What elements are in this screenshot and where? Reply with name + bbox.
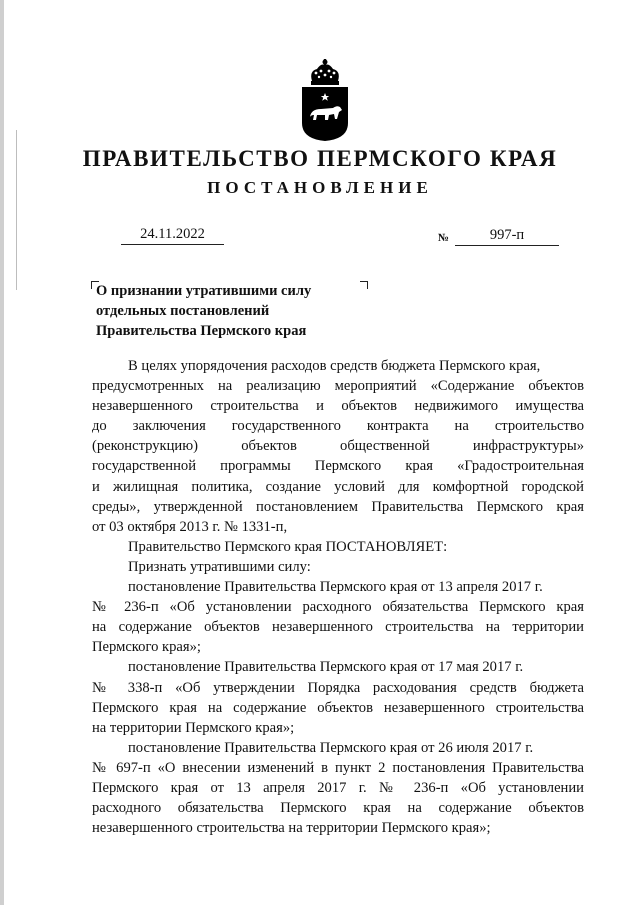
document-body (92, 356, 584, 838)
body-line: на территории Пермского края»; (92, 719, 295, 736)
coat-of-arms-emblem (299, 57, 351, 143)
body-line: незавершенного строительства и объектов недвижимого имущества (92, 398, 584, 415)
body-line: расходного обязательства Пермского края на содержание объектов (92, 800, 584, 817)
subject-line: отдельных постановлений (96, 303, 270, 320)
document-date: 24.11.2022 (121, 226, 224, 245)
document-number: 997-п (455, 227, 559, 246)
document-type: ПОСТАНОВЛЕНИЕ (207, 178, 433, 197)
body-line: В целях упорядочения расходов средств бюджета Пермского края, (128, 358, 541, 374)
body-line: (реконструкцию) объектов общественной инфраструктуры» (92, 438, 584, 455)
body-line: постановление Правительства Пермского края от 26 июля 2017 г. (128, 739, 534, 756)
body-line: № 338-п «Об утверждении Порядка расходования средств бюджета (92, 679, 584, 696)
body-line: постановление Правительства Пермского края от 17 мая 2017 г. (128, 659, 524, 676)
body-line: незавершенного строительства на территории Пермского края»; (92, 820, 491, 837)
body-line: государственной программы Пермского края «Градостроительная (92, 458, 584, 475)
body-line: Признать утратившими силу: (128, 558, 311, 575)
number-label: № (438, 232, 450, 244)
body-line: предусмотренных на реализацию мероприятий «Содержание объектов (92, 378, 584, 395)
body-line: до заключения государственного контракта на строительство (92, 418, 584, 435)
government-title: ПРАВИТЕЛЬСТВО ПЕРМСКОГО КРАЯ (82, 146, 558, 171)
subject-line: Правительства Пермского края (96, 323, 307, 340)
body-line: Правительство Пермского края ПОСТАНОВЛЯЕТ: (128, 538, 448, 555)
body-line: постановление Правительства Пермского края от 13 апреля 2017 г. (128, 579, 543, 596)
body-line: № 236-п «Об установлении расходного обязательства Пермского края (92, 599, 584, 616)
document-subject (96, 284, 366, 344)
body-line: среды», утвержденной постановлением Правительства Пермского края (92, 498, 584, 515)
body-line: на содержание объектов незавершенного строительства на территории (92, 619, 584, 636)
body-line: и жилищная политика, создание условий для комфортной городской (92, 478, 584, 495)
scan-edge (0, 0, 4, 905)
body-line: Пермского края от 13 апреля 2017 г. № 236-п «Об установлении (92, 779, 584, 796)
body-line: Пермского края»; (92, 639, 201, 656)
body-line: № 697-п «О внесении изменений в пункт 2 постановления Правительства (92, 759, 584, 776)
body-line: от 03 октября 2013 г. № 1331-п, (92, 518, 288, 535)
subject-line: О признании утратившими силу (96, 283, 312, 299)
body-line: Пермского края на содержание объектов незавершенного строительства (92, 699, 584, 716)
